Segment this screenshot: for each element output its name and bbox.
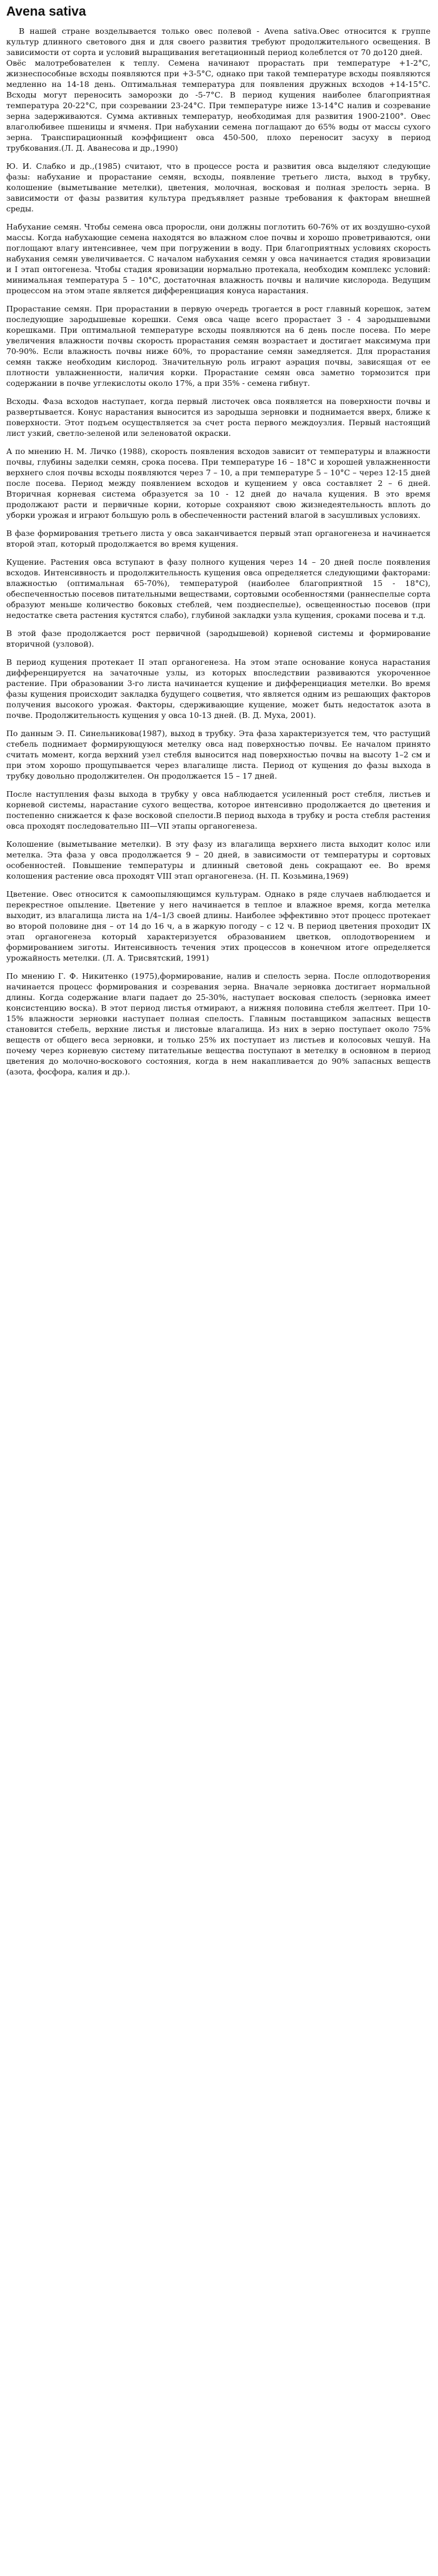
article (0, 0, 438, 1077)
paragraph: В нашей стране возделывается только овес полевой - Avena sativa.Овес относится к группе культур длинного светового дня и для своего развития требуют продолжительного освещения. В зависимости от сорта и условий выращивания вегетационный период колеблется от 70 до120 дней. (6, 26, 431, 57)
paragraph: Овёс малотребователен к теплу. Семена начинают прорастать при температуре +1-2°С, жизнеспособные всходы появляются при +3-5°С, однако при такой температуре всходы появляются медленно на 14-18 день. Оптимальная температура для появления дружных всходов +14-15°С. Всходы могут переносить заморозки до -5-7°С. В период кущения наиболее благоприятная температура 20-22°С, при созревании 23-24°С. При температуре ниже 13-14°С налив и созревание зерна задерживаются. Сумма активных температур, необходимая для развития 1900-2100°. Овес влаголюбивее пшеницы и ячменя. При набухании семена поглащают до 65% воды от массы сухого зерна. Транспирационный коэффициент овса 450-500, плохо переносит засуху в период трубкования.(Л. Д. Аванесова и др.,1990) (6, 58, 431, 153)
paragraph: В фазе формирования третьего листа у овса заканчивается первый этап органогенеза и начинается второй этап, который продолжается во время кущения. (6, 528, 431, 548)
paragraph: По мнению Г. Ф. Никитенко (1975),формирование, налив и спелость зерна. После оплодотворения начинается процесс формирования и созревания зерна. Вначале зерновка достигает нормальной длины. Когда содержание влаги падает до 25-30%, наступает восковая спелость (зерновка имеет консистенцию воска). В этот период листья отмирают, а нижняя половина стебля желтеет. При 10-15% влажности зерновки наступает полная спелость. Главным поставщиком запасных веществ становится стебель, верхние листья и листовые влагалища. Из них в зерно поступает около 75% веществ от общего веса зерновки, и только 25% их поступает из листьев и колосовых чешуй. На почему через корневую систему питательные вещества поступают в метелку в основном в период цветения до молочно-воскового состояния, когда в нем накапливается до 90% запасных веществ (азота, фосфора, калия и др.). (6, 971, 431, 1076)
paragraph: Колошение (выметывание метелки). В эту фазу из влагалища верхнего листа выходит колос или метелка. Эта фаза у овса продолжается 9 – 20 дней, в зависимости от температуры и сортовых особенностей. Повышение температуры и длинный световой день сокращают ее. Во время колошения растение овса проходят VIII этап органогенеза. (Н. П. Козьмина,1969) (6, 839, 431, 881)
paragraph: Цветение. Овес относится к самоопыляющимся культурам. Однако в ряде случаев наблюдается и перекрестное опыление. Цветение у него начинается в теплое и влажное время, когда метелка выходит, из влагалища листа на 1/4–1/3 своей длины. Наиболее эффективно этот процесс протекает во второй половине дня – от 14 до 16 ч, а в жаркую погоду – с 12 ч. В период цветения проходит IX этап органогенеза который характеризуется образованием цветков, оплодотворением и формированием зиготы. Интенсивность течения этих процессов в конечном итоге определяется урожайность метелки. (Л. А. Трисвятский, 1991) (6, 889, 431, 962)
page-title: Avena sativa (6, 4, 86, 19)
paragraph: Кущение. Растения овса вступают в фазу полного кущения через 14 – 20 дней после появления всходов. Интенсивность и продолжительность кущения овса определяется следующими факторами: влажностью (оптимальная 65-70%), температурой (наиболее благоприятной 15 - 18°С), обеспеченностью посевов питательными веществами, сортовыми особенностями (раннеспелые сорта образуют меньше количество боковых стеблей, чем позднеспелые), освещенностью посевов (при недостатке света растения кустятся слабо), глубиной закладки узла кущения, сроками посева и т.д. (6, 557, 431, 620)
paragraph: После наступления фазы выхода в трубку у овса наблюдается усиленный рост стебля, листьев и корневой системы, нарастание сухого вещества, которое интенсивно продолжается до цветения и постепенно снижается к фазе восковой спелости.В период выхода в трубку и роста стебля растения овса проходят последовательно III—VII этапы органогенеза. (6, 789, 431, 831)
paragraph: Ю. И. Слабко и др.,(1985) считают, что в процессе роста и развития овса выделяют следующие фазы: набухание и прорастание семян, всходы, появление третьего листа, выход в трубку, колошение (выметывание метелки), цветения, молочная, восковая и полная зрелость зерна. В зависимости от фазы развития культура предъявляет разные требования к факторам внешней среды. (6, 161, 431, 213)
paragraph: Прорастание семян. При прорастании в первую очередь трогается в рост главный корешок, затем последующие зародышевые корешки. Семя овса чаще всего прорастает 3 - 4 зародышевыми корешками. При оптимальной температуре всходы появляются на 6 день после посева. По мере увеличения влажности почвы скорость прорастания семян возрастает и достигает максимума при 70-90%. Если влажность почвы ниже 60%, то прорастание семян замедляется. Для прорастания семян также необходим кислород. Значительную роль играют аэрация почвы, зависящая от ее плотности увлажненности, наличия корки. Прорастание семян овса заметно тормозится при содержании в почве углекислоты около 17%, а при 35% - семена гибнут. (6, 304, 431, 388)
paragraph: Всходы. Фаза всходов наступает, когда первый листочек овса появляется на поверхности почвы и развертывается. Конус нарастания выносится из зародыша зерновки и поднимается вверх, ближе к поверхности. Этот подъем осуществляется за счет роста первого междоузлия. Первый настоящий лист узкий, светло-зеленой или зеленоватой окраски. (6, 397, 431, 438)
paragraph: Набухание семян. Чтобы семена овса проросли, они должны поглотить 60-76% от их воздушно-сухой массы. Когда набухающие семена находятся во влажном слое почвы и хорошо проветриваются, они поглощают влагу интенсивнее, чем при погружении в воду. При благоприятных условиях скорость набухания семян увеличивается. С началом набухания семян у овса начинается стадия яровизации и I этап онтогенеза. Чтобы стадия яровизации нормально протекала, необходим комплекс условий: минимальная температура 5 – 10°С, достаточная влажность почвы и наличие кислорода. Ведущим процессом на этом этапе является дифференциация конуса нарастания. (6, 222, 431, 295)
paragraph: По данным Э. П. Синельникова(1987), выход в трубку. Эта фаза характеризуется тем, что растущий стебель поднимает формирующуюся метелку овса над поверхностью почвы. Ее началом принято считать момент, когда верхний узел стебля выносится над поверхностью почвы на высоту 1–2 см и при этом хорошо прощупывается через влагалище листа. Период от кущения до фазы выхода в трубку довольно продолжителен. Он продолжается 15 – 17 дней. (6, 729, 431, 780)
paragraph: А по мнению Н. М. Личко (1988), скорость появления всходов зависит от температуры и влажности почвы, глубины заделки семян, срока посева. При температуре 16 – 18°С и хорошей увлажненности верхнего слоя почвы всходы появляются через 7 – 10, а при температуре 5 – 10°С – через 12-15 дней после посева. Период между появлением всходов и кущением у овса составляет 2 – 6 дней. Вторичная корневая система образуется за 10 - 12 дней до начала кущения. В это время продолжают расти и первичные корни, которые сохраняют свою жизнедеятельность вплоть до уборки урожая и играют большую роль в обеспеченности растений влагой в засушливых условиях. (6, 447, 431, 520)
paragraph: В этой фазе продолжается рост первичной (зародышевой) корневой системы и формирование вторичной (узловой). (6, 629, 431, 649)
paragraph: В период кущения протекает II этап органогенеза. На этом этапе основание конуса нарастания дифференцируется на зачаточные узлы, из которых впоследствии развиваются укороченное растение. При образовании 3-го листа начинается кущение и дифференциация метелки. Во время фазы кущения происходит закладка будущего соцветия, что является одним из решающих факторов получения высокого урожая. Факторы, сдерживающие кущение, может быть недостаток азота в почве. Продолжительность кущения у овса 10-13 дней. (В. Д. Муха, 2001). (6, 657, 431, 720)
article-body (6, 26, 431, 1077)
